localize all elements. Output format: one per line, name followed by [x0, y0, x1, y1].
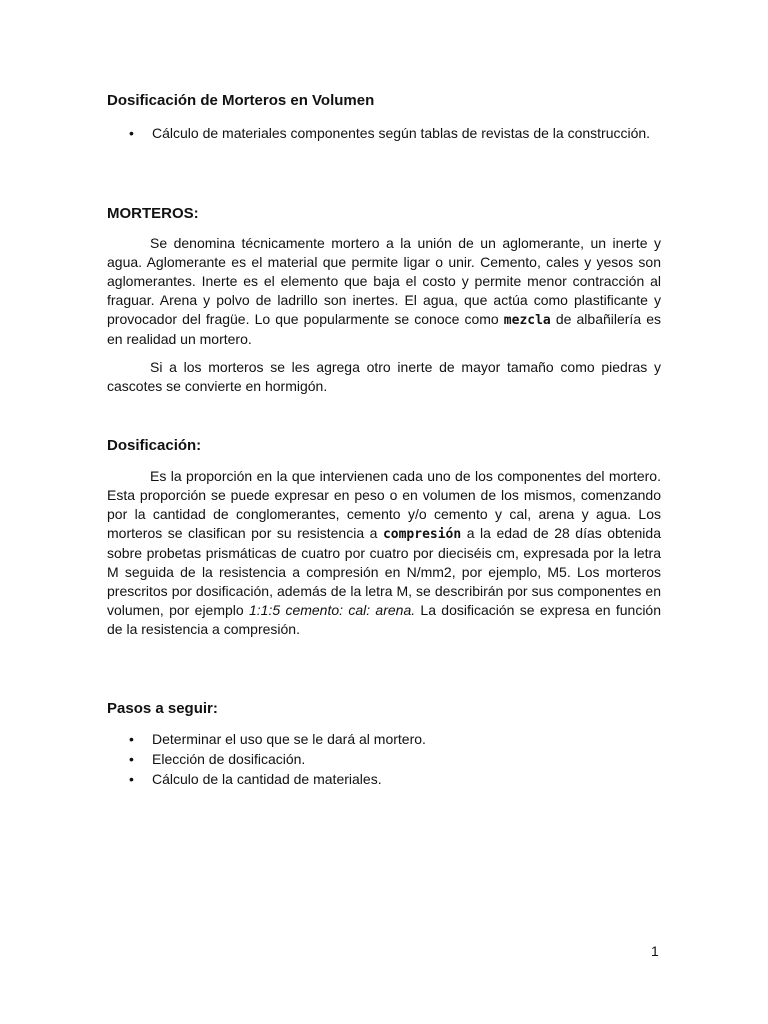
list-item-text: Cálculo de la cantidad de materiales. [152, 771, 382, 787]
document-title: Dosificación de Morteros en Volumen [107, 92, 375, 109]
bullet-icon: • [129, 125, 134, 141]
intro-list [107, 123, 661, 143]
bold-term-mezcla: mezcla [503, 313, 551, 328]
bullet-icon: • [129, 751, 134, 767]
list-item-text: Determinar el uso que se le dará al mortero. [152, 731, 426, 747]
section-heading-dosificacion: Dosificación: [107, 437, 202, 454]
paragraph-text: de albañilería es en realidad un mortero. [107, 311, 661, 347]
page-number: 1 [651, 943, 659, 959]
bullet-icon: • [129, 771, 134, 787]
paragraph-text: Se denomina técnicamente mortero a la unión de un aglomerante, un inerte y agua. Aglomerante es el material que permite ligar o unir. Cemento, cales y yesos son aglomerantes. Inerte es el elemento que baja el costo y permite menor contracción al fraguar. Arena y polvo de ladrillo son inertes. El agua, que actúa como plastificante y provocador del fragüe. Lo que popularmente se conoce como [107, 235, 661, 327]
list-item-text: Cálculo de materiales componentes según tablas de revistas de la construcción. [152, 125, 651, 141]
pasos-list [107, 729, 661, 789]
paragraph-morteros-1 [107, 234, 661, 349]
italic-example: 1:1:5 cemento: cal: arena. [249, 602, 416, 618]
paragraph-dosificacion [107, 467, 661, 639]
bullet-icon: • [129, 731, 134, 747]
section-heading-morteros: MORTEROS: [107, 205, 199, 222]
bold-term-compresion: compresión [382, 527, 462, 542]
paragraph-text: Es la proporción en la que intervienen cada uno de los componentes del mortero. Esta proporción se puede expresar en peso o en volumen de los mismos, comenzando por la cantidad de conglomerantes, cemento y/o cemento y cal, arena y agua. Los morteros se clasifican por su resistencia a [107, 468, 661, 541]
list-item-text: Elección de dosificación. [152, 751, 306, 767]
section-heading-pasos: Pasos a seguir: [107, 700, 218, 717]
paragraph-morteros-2: Si a los morteros se les agrega otro inerte de mayor tamaño como piedras y cascotes se convierte en hormigón. [107, 359, 661, 394]
list-item [107, 729, 661, 749]
list-item [107, 769, 661, 789]
paragraph-text: a la edad de 28 días obtenida sobre probetas prismáticas de cuatro por cuatro por dieciséis cm, expresada por la letra M seguida de la resistencia a compresión en N/mm2, por ejemplo, M5. Los morteros prescritos por dosificación, además de la letra M, se describirán por sus componentes en volumen, por ejemplo [107, 525, 661, 618]
list-item [107, 749, 661, 769]
list-item [107, 123, 661, 143]
paragraph-text: La dosificación se expresa en función de la resistencia a compresión. [107, 602, 661, 637]
